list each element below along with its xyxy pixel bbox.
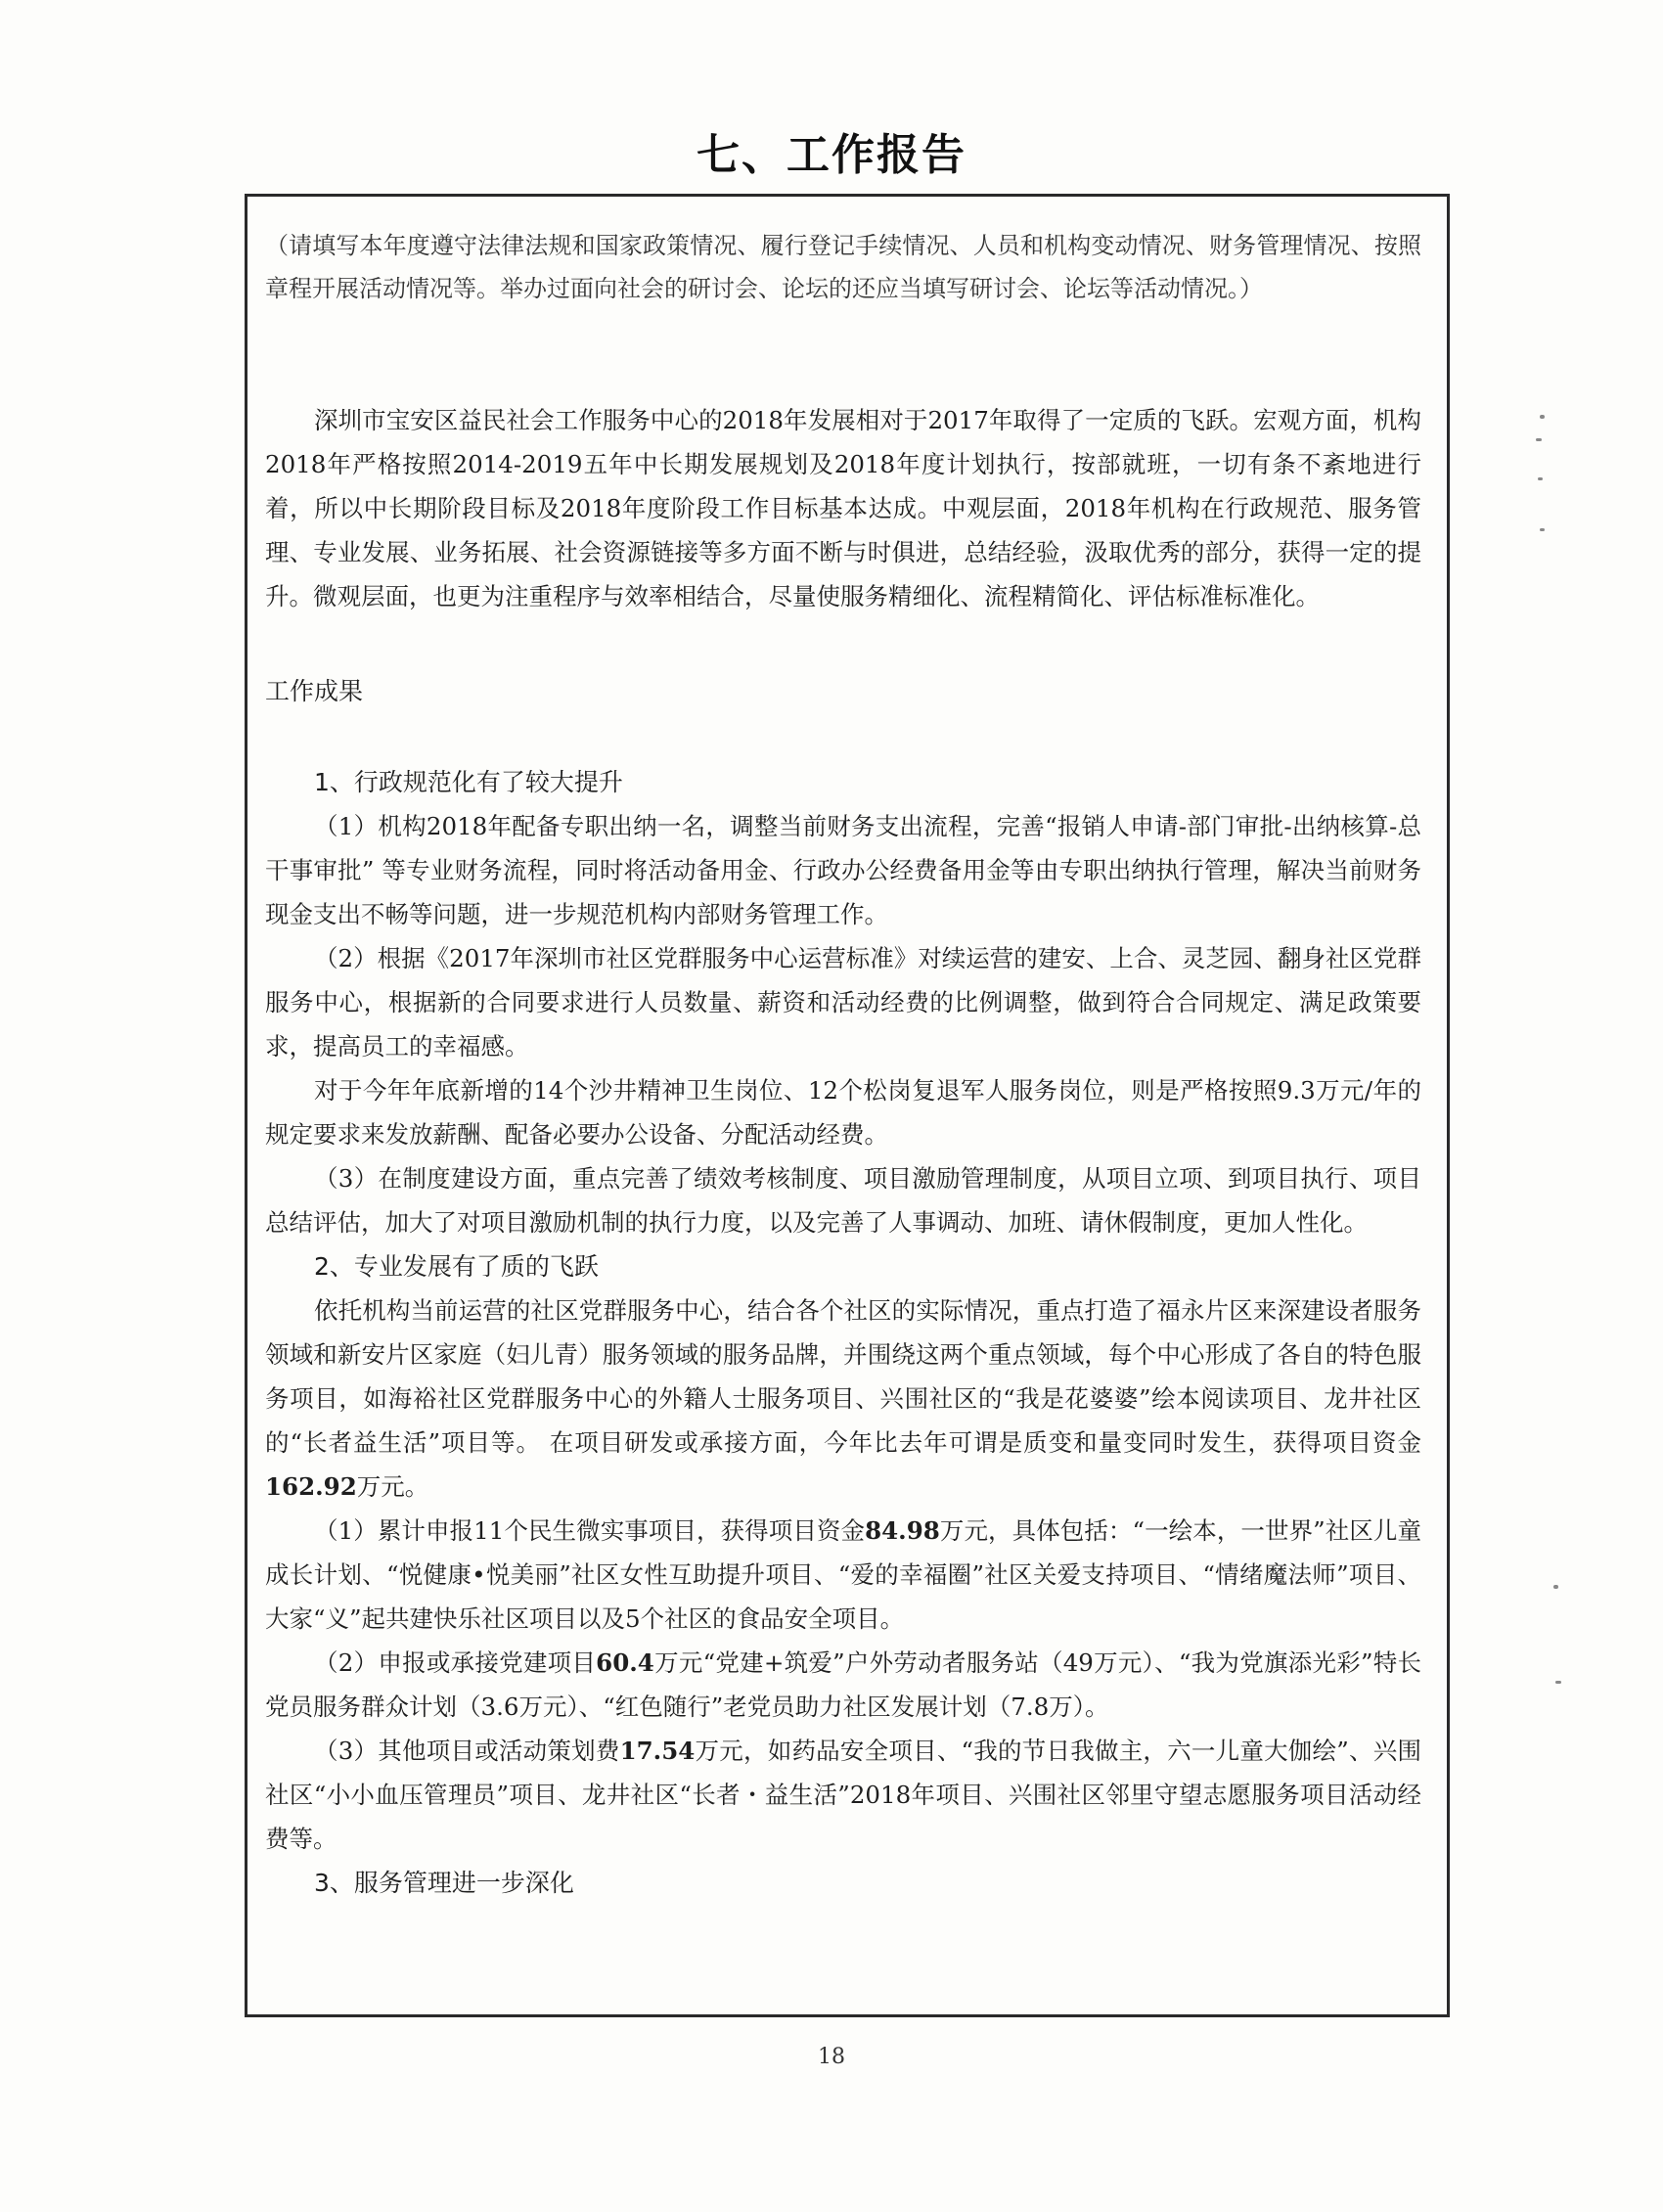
admin-paragraph-1: （1）机构2018年配备专职出纳一名，调整当前财务支出流程，完善“报销人申请-部门审批-出纳核算-总干事审批” 等专业财务流程，同时将活动备用金、行政办公经费备用金等由专职出纳执行管理，解决当前财务现金支出不畅等问题，进一步规范机构内部财务管理工作。: [265, 812, 1421, 928]
party-project-amount: 60.4: [596, 1648, 654, 1677]
admin-paragraph-2: （2）根据《2017年深圳市社区党群服务中心运营标准》对续运营的建安、上合、灵芝园、翻身社区党群服务中心，根据新的合同要求进行人员数量、薪资和活动经费的比例调整，做到符合合同规定、满足政策要求，提高员工的幸福感。: [265, 944, 1421, 1061]
professional-paragraph-2-start: （1）累计申报11个民生微实事项目，获得项目资金: [314, 1516, 866, 1545]
scan-mark: [1553, 1585, 1558, 1589]
intro-paragraph: 深圳市宝安区益民社会工作服务中心的2018年发展相对于2017年取得了一定质的飞跃。宏观方面，机构2018年严格按照2014-2019五年中长期发展规划及2018年度计划执行，按部就班，一切有条不紊地进行着，所以中长期阶段目标及2018年度阶段工作目标基本达成。中观层面，2018年机构在行政规范、服务管理、专业发展、业务拓展、社会资源链接等多方面不断与时俱进，总结经验，汲取优秀的部分，获得一定的提升。微观层面，也更为注重程序与效率相结合，尽量使服务精细化、流程精简化、评估标准标准化。: [265, 406, 1421, 610]
page-title: 七、工作报告: [697, 130, 966, 180]
other-project-amount: 17.54: [619, 1737, 696, 1765]
professional-paragraph-2: [265, 1509, 1421, 1641]
heading-service: 3、服务管理进一步深化: [314, 1869, 574, 1897]
professional-paragraph-4: [265, 1729, 1421, 1861]
professional-paragraph-1-end: 万元。: [356, 1472, 429, 1501]
report-frame: [245, 194, 1450, 2017]
admin-paragraph-4: （3）在制度建设方面，重点完善了绩效考核制度、项目激励管理制度，从项目立项、到项目执行、项目总结评估，加大了对项目激励机制的执行力度，以及完善了人事调动、加班、请休假制度，更加人性化。: [265, 1164, 1421, 1237]
professional-paragraph-1-text: 依托机构当前运营的社区党群服务中心，结合各个社区的实际情况，重点打造了福永片区来深建设者服务领域和新安片区家庭（妇儿青）服务领域的服务品牌，并围绕这两个重点领域，每个中心形成了各自的特色服务项目，如海裕社区党群服务中心的外籍人士服务项目、兴围社区的“我是花婆婆”绘本阅读项目、龙井社区的“长者益生活”项目等。 在项目研发或承接方面，今年比去年可谓是质变和量变同时发生，获得项目资金: [265, 1296, 1421, 1457]
total-funding-amount: 162.92: [265, 1472, 357, 1501]
professional-paragraph-3: [265, 1641, 1421, 1729]
professional-paragraph-4-start: （3）其他项目或活动策划费: [314, 1737, 620, 1765]
scan-mark: [1555, 1681, 1561, 1684]
professional-paragraph-3-rest: 万元“党建+筑爱”户外劳动者服务站（49万元）、“我为党旗添光彩”特长党员服务群众计划（3.6万元）、“红色随行”老党员助力社区发展计划（7.8万）。: [265, 1648, 1421, 1721]
scan-mark: [1538, 477, 1543, 480]
professional-paragraph-1: [265, 1288, 1421, 1509]
scan-mark: [1540, 415, 1545, 419]
scan-mark: [1536, 438, 1542, 441]
admin-paragraph-3: 对于今年年底新增的14个沙井精神卫生岗位、12个松岗复退军人服务岗位，则是严格按照9.3万元/年的规定要求来发放薪酬、配备必要办公设备、分配活动经费。: [265, 1076, 1421, 1149]
micro-project-amount: 84.98: [865, 1516, 940, 1545]
section-title: 工作成果: [265, 677, 364, 705]
instructions-text: （请填写本年度遵守法律法规和国家政策情况、履行登记手续情况、人员和机构变动情况、财务管理情况、按照章程开展活动情况等。举办过面向社会的研讨会、论坛的还应当填写研讨会、论坛等活动情况。）: [265, 232, 1421, 302]
professional-paragraph-4-rest: 万元，如药品安全项目、“我的节日我做主，六一儿童大伽绘”、兴围社区“小小血压管理员”项目、龙井社区“长者・益生活”2018年项目、兴围社区邻里守望志愿服务项目活动经费等。: [265, 1737, 1421, 1853]
page-number: 18: [818, 2045, 845, 2069]
heading-admin: 1、行政规范化有了较大提升: [314, 768, 623, 796]
heading-professional: 2、专业发展有了质的飞跃: [314, 1252, 599, 1281]
professional-paragraph-2-rest: 万元，具体包括：“一绘本，一世界”社区儿童成长计划、“悦健康•悦美丽”社区女性互助提升项目、“爱的幸福圈”社区关爱支持项目、“情绪魔法师”项目、 大家“义”起共建快乐社区项目以及5个社区的食品安全项目。: [265, 1516, 1421, 1633]
scan-mark: [1540, 528, 1545, 531]
professional-paragraph-3-start: （2）申报或承接党建项目: [314, 1648, 597, 1677]
